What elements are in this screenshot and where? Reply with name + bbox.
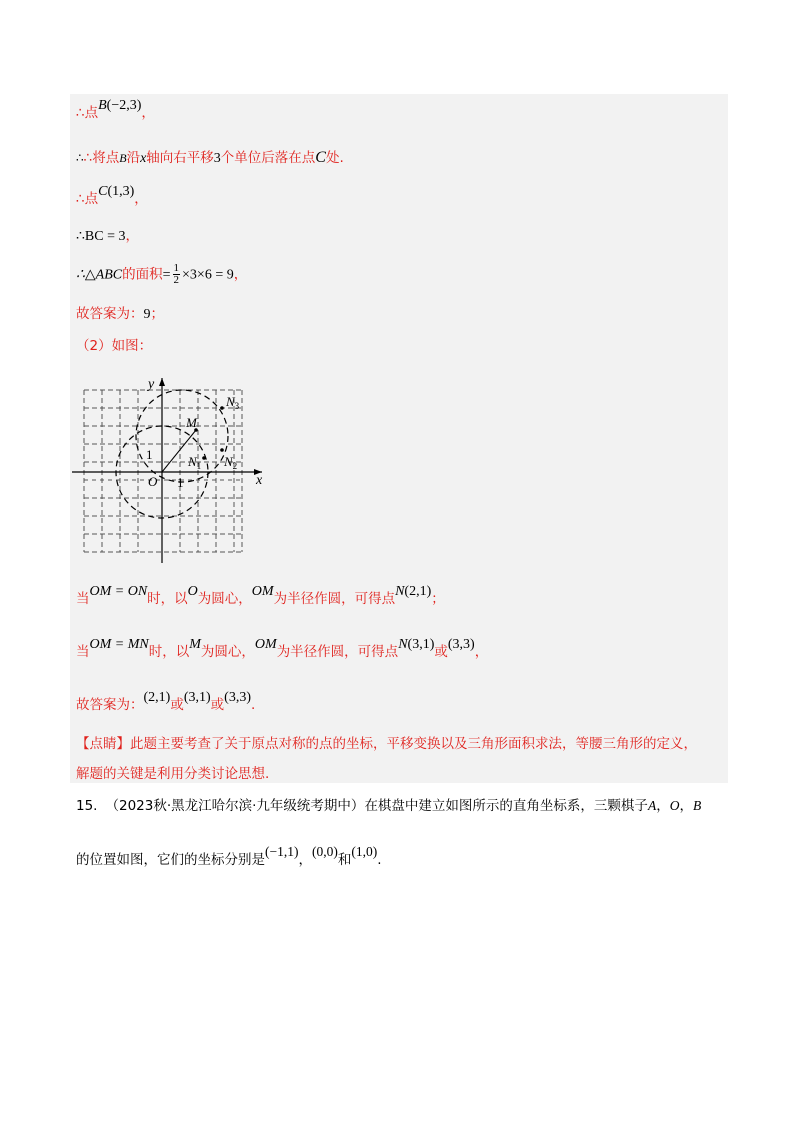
punct: .: [250, 697, 256, 713]
comment-line-2: 解题的关键是利用分类讨论思想.: [76, 766, 270, 782]
text: 时，以: [148, 644, 190, 660]
text: ∴点: [76, 105, 99, 121]
punct: ，: [656, 798, 670, 814]
solution-line-4: [76, 227, 139, 246]
math-var: O: [669, 798, 680, 813]
question-source: （2023秋·黑龙江哈尔滨·九年级统考期中）: [105, 798, 365, 814]
fraction-numerator: 1: [173, 262, 180, 274]
text: 为半径作圆，可得点: [273, 591, 396, 607]
point-n2: [220, 448, 224, 452]
comment-line-1: 【点睛】此题主要考查了关于原点对称的点的坐标，平移变换以及三角形面积求法，等腰三角形的定义，: [76, 736, 697, 752]
math-var: B: [98, 98, 107, 113]
text: 为圆心，: [197, 591, 252, 607]
label-n2: $N_2$: [224, 454, 238, 471]
question-15-line-1: [76, 794, 701, 814]
text: 或: [210, 697, 225, 713]
punct: ，: [125, 228, 139, 244]
coordinate: (1,3): [107, 184, 135, 199]
question-15-line-2: [76, 844, 382, 868]
text: 的位置如图，它们的坐标分别是: [76, 852, 265, 868]
solution-line-10: [76, 690, 256, 715]
text: （2）如图：: [76, 338, 153, 354]
coordinate: (−2,3): [106, 98, 142, 113]
answer-value: 9: [143, 307, 151, 322]
math-var: N: [395, 584, 405, 599]
label-n1: $N_1$: [188, 454, 202, 471]
text: 时，以: [147, 591, 188, 607]
solution-line-6: [76, 305, 164, 324]
punct: .: [377, 852, 382, 868]
solution-line-1: [76, 98, 155, 123]
punct: ，: [233, 266, 248, 283]
math-expression: OM = ON: [89, 584, 148, 599]
math-num: 3: [213, 151, 221, 166]
solution-line-7: [76, 337, 152, 355]
solution-line-2: ∴∴将点B沿x轴向右平移3个单位后落在点C处.: [76, 149, 344, 166]
punct: ；: [431, 591, 445, 607]
math-var: A: [647, 798, 657, 813]
label-x: x: [256, 473, 263, 488]
text: 当: [76, 644, 90, 660]
text: 在棋盘中建立如图所示的直角坐标系，三颗棋子: [364, 798, 648, 814]
coordinate: (3,1): [183, 690, 211, 705]
coordinate: (3,1): [407, 637, 435, 652]
solution-line-9: [76, 637, 489, 662]
math-var: M: [189, 637, 201, 652]
coordinate: (2,1): [143, 690, 171, 705]
label-o: O: [148, 474, 158, 489]
math-expression: OM = MN: [89, 637, 149, 652]
coordinate: (3,3): [224, 690, 251, 705]
text: 或: [170, 697, 184, 713]
fraction-denominator: 2: [173, 274, 180, 286]
text: 的面积: [122, 266, 163, 283]
label-m: M: [186, 415, 197, 430]
punct: ，: [134, 191, 148, 207]
solution-line-5: [76, 263, 247, 286]
coordinate: (2,1): [404, 584, 432, 599]
coordinate: (−1,1): [265, 844, 299, 859]
math-var: C: [98, 184, 108, 199]
label-y: y: [148, 377, 155, 392]
coordinate: (3,3): [447, 637, 475, 652]
y-arrow-icon: [159, 378, 165, 386]
math-symbol: =: [162, 267, 171, 283]
math-expression: ∴BC = 3: [76, 229, 126, 244]
punct: ，: [679, 798, 693, 814]
math-var: N: [398, 637, 408, 652]
text: ∴将点: [83, 150, 120, 166]
text: 为半径作圆，可得点: [276, 644, 399, 660]
math-var: OM: [251, 584, 274, 599]
text: 处.: [325, 150, 344, 166]
math-var: O: [187, 584, 198, 599]
circle-center-m: [136, 390, 228, 482]
solution-line-3: [76, 184, 148, 209]
label-n3: $N_3$: [226, 394, 240, 411]
point-n1: [202, 456, 206, 460]
coordinate: (1,0): [351, 844, 378, 859]
math-expression: ×3×6 = 9: [182, 267, 234, 283]
math-var: B: [119, 151, 127, 165]
coordinate-figure: [70, 368, 270, 568]
math-var: OM: [254, 637, 277, 652]
text: 故答案为：: [76, 306, 144, 322]
text: 或: [434, 644, 448, 660]
math-var: x: [140, 151, 147, 166]
punct: ；: [150, 306, 164, 322]
coordinate: (0,0): [311, 844, 338, 859]
text: 当: [76, 591, 90, 607]
label-one-y: 1: [146, 447, 153, 462]
math-var: B: [692, 798, 702, 813]
math-expression: ∴△ABC: [76, 267, 123, 283]
text: 个单位后落在点: [220, 150, 316, 166]
text: 故答案为：: [76, 697, 144, 713]
text: 沿: [126, 150, 141, 166]
label-one-x: 1: [177, 475, 184, 490]
text: 轴向右平移: [146, 150, 214, 166]
punct: ，: [474, 644, 489, 660]
point-n3: [220, 406, 224, 410]
punct: ，: [141, 105, 155, 121]
text: ∴点: [76, 191, 99, 207]
punct: ，: [298, 852, 312, 868]
text: 为圆心，: [200, 644, 255, 660]
math-var: C: [315, 149, 326, 166]
solution-line-8: [76, 584, 445, 609]
text: 和: [337, 852, 352, 868]
fraction: [173, 263, 181, 286]
question-number: 15.: [76, 798, 98, 814]
